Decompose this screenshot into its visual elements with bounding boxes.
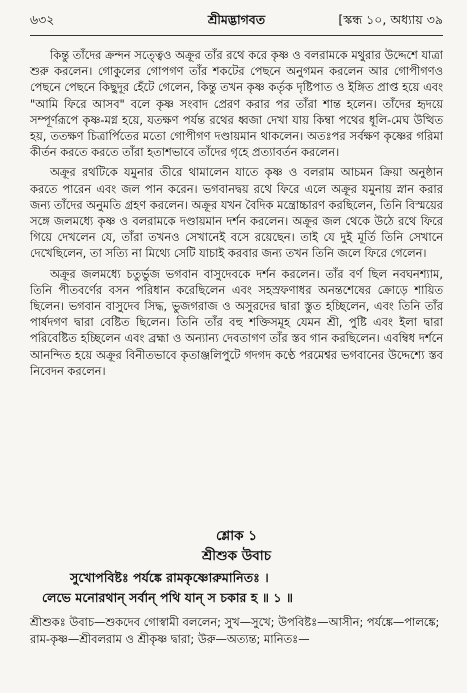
verse-line-1: সুখোপবিষ্টঃ পর্যঙ্কে রামকৃষ্ণোরুমানিতঃ ।: [70, 570, 269, 585]
shloka-speaker: শ্রীশুক উবাচ: [201, 548, 272, 564]
header-divider: [30, 35, 443, 36]
book-title: শ্রীমদ্ভাগবত: [207, 12, 266, 27]
page-number: ৬৩২: [30, 12, 55, 27]
shloka-block: [30, 526, 443, 648]
verse-line-2: লেভে মনোরথান্ সর্বান্ পথি যান্ স চকার হ ॥ ১ ॥: [42, 590, 294, 605]
page-header: [30, 12, 443, 32]
paragraph: কিন্তু তাঁদের ক্রন্দন সত্ত্বেও অক্রূর তাঁর রথে করে কৃষ্ণ ও বলরামকে মথুরার উদ্দেশে যাত্রা শুরু করলেন। গোকুলের গোপগণ তাঁর শকটের পেছনে অনুগমন করলেন আর গোপীগণও পেছনে পেছনে কিছুদূর হেঁটে গেলেন, কিন্তু তখন কৃষ্ণ কর্তৃক দৃষ্টিপাত ও ইঙ্গিত প্রাপ্ত হয়ে এবং "আমি ফিরে আসব" বলে কৃষ্ণ সংবাদ প্রেরণ করার পর তাঁরা শান্ত হলেন। তাঁদের হৃদয়ে সম্পূর্ণরূপে কৃষ্ণ-মগ্ন হয়ে, যতক্ষণ পর্যন্ত রথের ধ্বজা দেখা যায় কিম্বা পথের ধূলি-মেঘ উত্থিত হয়, ততক্ষণ চিত্রার্পিতের মতো গোপীগণ দণ্ডায়মান থাকলেন। অতঃপর সর্বক্ষণ কৃষ্ণের গরিমা কীর্তন করতে করতে তাঁরা হতাশভাবে তাঁদের গৃহে প্রত্যাবর্তন করলেন।: [30, 48, 443, 160]
shloka-number: শ্লোক ১: [215, 528, 258, 544]
word-synonyms: শ্রীশুকঃ উবাচ—শুকদেব গোস্বামী বললেন; সুখ—সুখে; উপবিষ্টঃ—আসীন; পর্যঙ্কে—পালঙ্কে; রাম-কৃষ্ণ—শ্রীবলরাম ও শ্রীকৃষ্ণ দ্বারা; উরু—অত্যন্ত; মানিতঃ—: [30, 615, 440, 646]
paragraph: অক্রূর রথটিকে যমুনার তীরে থামালেন যাতে কৃষ্ণ ও বলরাম আচমন ক্রিয়া অনুষ্ঠান করতে পারেন এবং জল পান করেন। ভগবানদ্বয় রথে ফিরে এলে অক্রূর যমুনায় স্নান করার জন্য তাঁদের অনুমতি গ্রহণ করলেন। অক্রূর যখন বৈদিক মন্ত্রোচ্চারণ করছিলেন, তিনি বিস্ময়ের সঙ্গে জলমধ্যে কৃষ্ণ ও বলরামকে দণ্ডায়মান দর্শন করলেন। অক্রূর জল থেকে উঠে রথে ফিরে গিয়ে দেখলেন যে, তাঁরা তখনও সেখানেই বসে রয়েছেন। তাই যে দুই মূর্তি তিনি সেখানে দেখেছিলেন, তা সত্যি না মিথ্যে সেটি যাচাই করবার জন্য তখন তিনি জলে ফিরে গেলেন।: [30, 165, 443, 261]
chapter-reference: [স্কন্ধ ১০, অধ্যায় ৩৯: [338, 12, 443, 27]
body-text: [30, 47, 443, 383]
paragraph: অক্রূর জলমধ্যে চতুর্ভুজ ভগবান বাসুদেবকে দর্শন করলেন। তাঁর বর্ণ ছিল নবঘনশ্যাম, তিনি পীতবর্ণের বসন পরিধান করেছিলেন এবং সহস্রফণাধর অনন্তশেষের ক্রোড়ে শায়িত ছিলেন। ভগবান বাসুদেব সিদ্ধ, ভুজগরাজ ও অসুরদের দ্বারা স্তুত হচ্ছিলেন, এবং তিনি তাঁর পার্ষদগণ দ্বারা বেষ্টিত ছিলেন। তিনি তাঁর বহু শক্তিসমূহ যেমন শ্রী, পুষ্টি এবং ইলা দ্বারা পরিবেষ্টিত হচ্ছিলেন এবং ব্রহ্মা ও অন্যান্য দেবতাগণ তাঁর স্তব গান করছিলেন। এবম্বিধ দর্শনে আনন্দিত হয়ে অক্রূর বিনীতভাবে কৃতাঞ্জলিপুটে গদগদ কণ্ঠে পরমেশ্বর ভগবানের উদ্দেশ্যে স্তব নিবেদন করলেন।: [30, 266, 443, 378]
